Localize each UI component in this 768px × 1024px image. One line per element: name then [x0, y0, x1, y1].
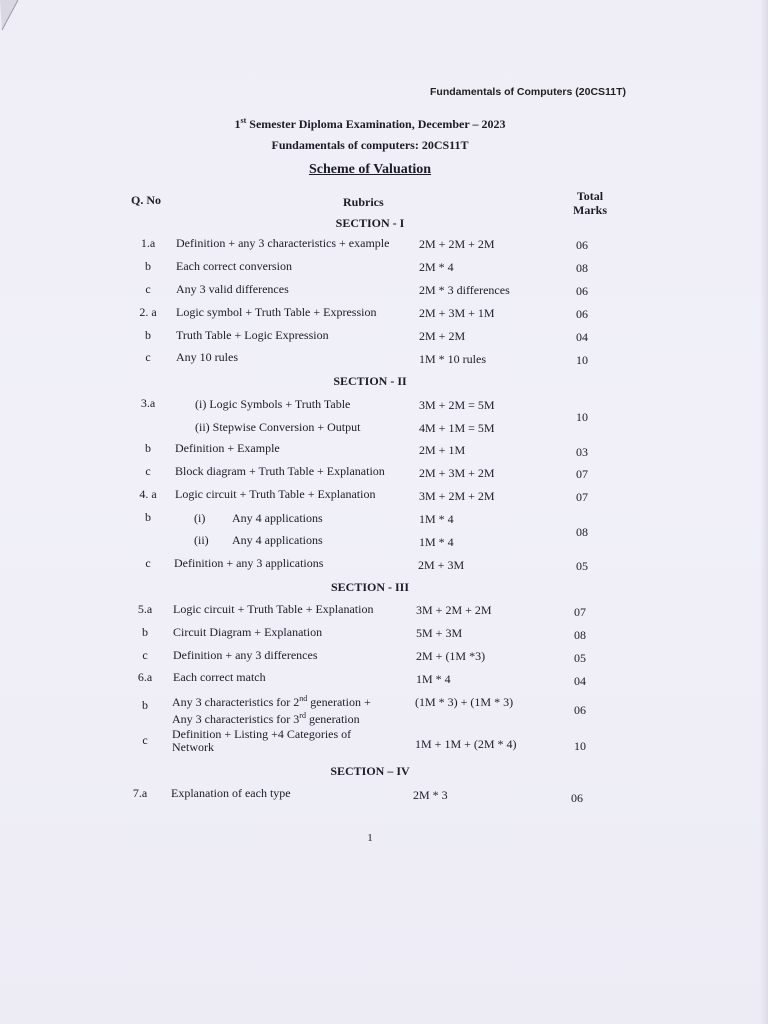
rubric: Any 3 characteristics for 2nd generation + Any 3 characteristics for 3rd generation: [172, 694, 371, 726]
marks-breakdown: 1M * 4: [419, 535, 454, 549]
question-number: c: [142, 648, 148, 662]
total-marks: 10: [576, 410, 588, 424]
total-marks: 07: [576, 490, 588, 504]
rubric: (ii) Stepwise Conversion + Output: [195, 420, 361, 434]
question-number: b: [142, 698, 148, 712]
question-number: 4. a: [139, 487, 157, 501]
marks-breakdown: 2M * 3: [413, 788, 448, 802]
column-header-total: Total Marks: [573, 189, 607, 217]
marks-breakdown: 2M + 1M: [419, 443, 466, 457]
column-header-qno: Q. No: [131, 193, 161, 207]
rubric: Each correct match: [173, 670, 266, 684]
question-number: c: [145, 282, 151, 296]
total-marks: 10: [574, 739, 586, 753]
total-marks: 04: [576, 330, 588, 344]
question-number: b: [145, 259, 151, 273]
rubric: Each correct conversion: [176, 259, 292, 273]
total-marks: 04: [574, 674, 586, 688]
total-marks: 06: [576, 284, 588, 298]
total-marks: 07: [574, 605, 586, 619]
marks-breakdown: 4M + 1M = 5M: [419, 421, 495, 435]
question-number: 3.a: [140, 396, 156, 410]
rubric-detail: Any 4 applications: [232, 533, 323, 547]
course-title: Fundamentals of computers: 20CS11T: [271, 138, 469, 152]
total-marks: 05: [576, 559, 588, 573]
rubric: Block diagram + Truth Table + Explanation: [175, 464, 385, 478]
rubric: Circuit Diagram + Explanation: [173, 625, 323, 639]
question-number: b: [145, 328, 151, 342]
header-course-code: Fundamentals of Computers (20CS11T): [430, 86, 627, 98]
marks-breakdown: 2M + 3M: [418, 558, 465, 572]
marks-breakdown: 2M + 3M + 1M: [419, 306, 495, 320]
total-marks: 06: [576, 238, 588, 252]
rubric: Definition + any 3 differences: [173, 648, 318, 662]
rubric: Definition + Example: [175, 441, 280, 455]
rubric: Definition + any 3 characteristics + example: [176, 236, 390, 250]
marks-breakdown: 2M + 3M + 2M: [419, 466, 495, 480]
marks-breakdown: 2M * 3 differences: [419, 283, 510, 297]
rubric: Explanation of each type: [171, 786, 291, 800]
rubric: Definition + any 3 applications: [174, 556, 324, 570]
section-heading: SECTION - II: [333, 374, 407, 388]
section-heading: SECTION - I: [335, 216, 405, 230]
total-marks: 07: [576, 467, 588, 481]
section-heading: SECTION – IV: [330, 764, 410, 778]
marks-breakdown: 1M * 4: [416, 672, 451, 686]
total-marks: 06: [576, 307, 588, 321]
question-number: 2. a: [139, 305, 157, 319]
torn-corner-mark: [0, 0, 40, 40]
total-marks: 03: [576, 445, 588, 459]
marks-breakdown: 1M * 4: [419, 512, 454, 526]
total-marks: 08: [576, 261, 588, 275]
rubric-detail: Any 4 applications: [232, 511, 323, 525]
exam-title: 1st Semester Diploma Examination, December – 2023: [234, 116, 506, 131]
total-marks: 06: [571, 791, 583, 805]
question-number: b: [145, 441, 151, 455]
question-number: c: [145, 556, 151, 570]
marks-breakdown: 1M + 1M + (2M * 4): [415, 737, 517, 751]
column-header-rubrics: Rubrics: [343, 195, 384, 209]
marks-breakdown: 1M * 10 rules: [419, 352, 486, 366]
marks-breakdown: (1M * 3) + (1M * 3): [415, 695, 514, 709]
rubric: Any 10 rules: [176, 350, 238, 364]
question-number: 6.a: [137, 670, 153, 684]
marks-breakdown: 5M + 3M: [416, 626, 463, 640]
total-marks: 10: [576, 353, 588, 367]
rubric: (ii): [194, 533, 209, 547]
question-number: b: [145, 510, 151, 524]
section-heading: SECTION - III: [330, 580, 410, 594]
marks-breakdown: 3M + 2M + 2M: [416, 603, 492, 617]
total-marks: 06: [574, 703, 586, 717]
rubric: Logic symbol + Truth Table + Expression: [176, 305, 377, 319]
page-number: 1: [367, 832, 373, 844]
page-edge-shadow: [760, 0, 768, 1024]
question-number: c: [145, 464, 151, 478]
question-number: 5.a: [137, 602, 153, 616]
marks-breakdown: 2M + 2M: [419, 329, 466, 343]
scheme-title: Scheme of Valuation: [308, 162, 432, 177]
question-number: b: [142, 625, 148, 639]
marks-breakdown: 3M + 2M + 2M: [419, 489, 495, 503]
total-marks: 08: [574, 628, 586, 642]
rubric: Any 3 valid differences: [176, 282, 289, 296]
question-number: 1.a: [140, 236, 156, 250]
question-number: 7.a: [132, 786, 148, 800]
rubric: (i) Logic Symbols + Truth Table: [195, 397, 351, 411]
total-marks: 08: [576, 525, 588, 539]
marks-breakdown: 3M + 2M = 5M: [419, 398, 495, 412]
rubric: (i): [194, 511, 206, 525]
total-marks: 05: [574, 651, 586, 665]
rubric: Logic circuit + Truth Table + Explanation: [173, 602, 374, 616]
rubric: Definition + Listing +4 Categories of Network: [172, 727, 352, 754]
marks-breakdown: 2M + (1M *3): [416, 649, 486, 663]
rubric: Logic circuit + Truth Table + Explanation: [175, 487, 376, 501]
marks-breakdown: 2M + 2M + 2M: [419, 237, 495, 251]
question-number: c: [142, 733, 148, 747]
marks-breakdown: 2M * 4: [419, 260, 454, 274]
question-number: c: [145, 350, 151, 364]
rubric: Truth Table + Logic Expression: [176, 328, 329, 342]
